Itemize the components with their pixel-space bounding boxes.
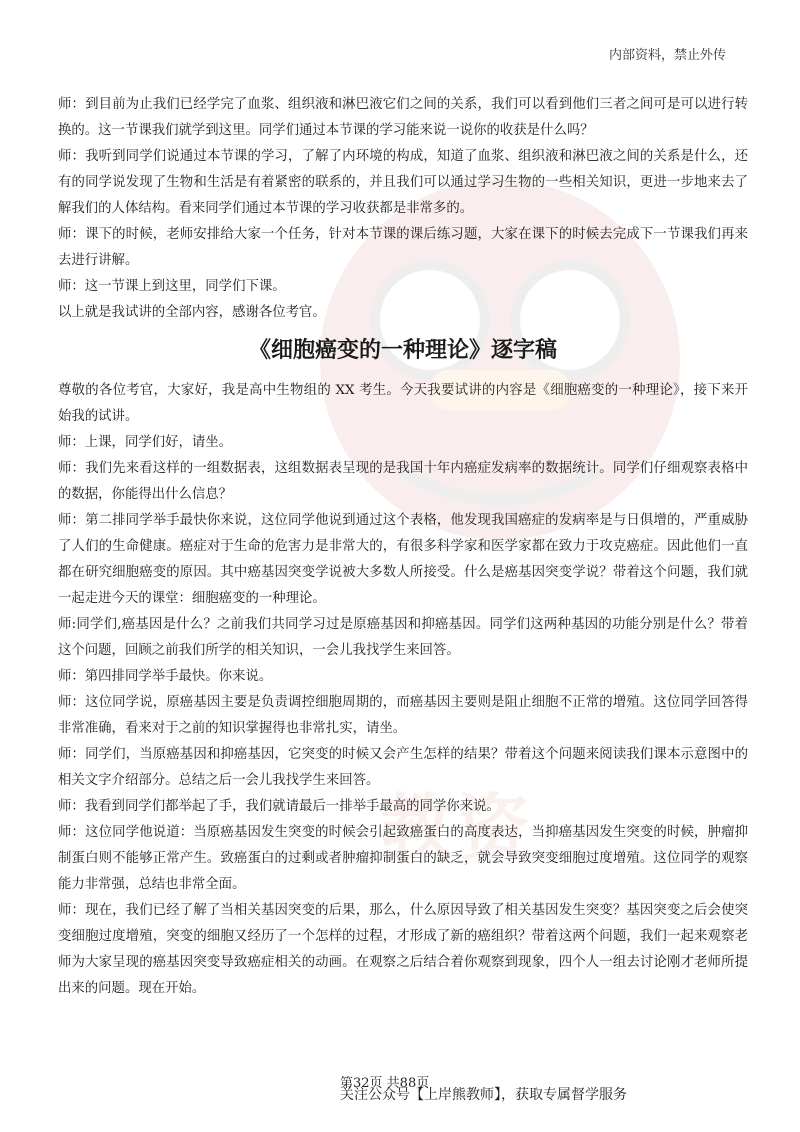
- paragraph: 师：这位同学说，原癌基因主要是负责调控细胞周期的，而癌基因主要则是阻止细胞不正常的增殖。这位同学回答得非常准确，看来对于之前的知识掌握得也非常扎实，请坐。: [58, 695, 748, 736]
- confidential-header: 内部资料，禁止外传: [608, 48, 726, 63]
- paragraph: 尊敬的各位考官，大家好，我是高中生物组的 XX 考生。今天我要试讲的内容是《细胞癌变的一种理论》，接下来开始我的试讲。: [58, 383, 748, 424]
- paragraph: 师：现在，我们已经了解了当相关基因突变的后果，那么，什么原因导致了相关基因发生突变？基因突变之后会使突变细胞过度增殖，突变的细胞又经历了一个怎样的过程，才形成了新的癌组织？带着这两个问题，我们一起来观察老师为大家呈现的癌基因突变导致癌症相关的动画。在观察之后结合着你观察到现象，四个人一组去讨论刚才老师所提出来的问题。现在开始。: [58, 903, 748, 996]
- paragraph: 师：这一节课上到这里，同学们下课。: [58, 279, 286, 294]
- paragraph: 师：第四排同学举手最快。你来说。: [58, 669, 273, 684]
- footer-promo: 关注公众号【上岸熊教师】，获取专属督学服务: [340, 1087, 627, 1103]
- paragraph: 师：到目前为止我们已经学完了血浆、组织液和淋巴液它们之间的关系，我们可以看到他们三者之间可是可以进行转换的。这一节课我们就学到这里。同学们通过本节课的学习能来说一说你的收获是什么吗？: [58, 97, 748, 138]
- brand-watermark: 教资: [380, 786, 537, 870]
- document-body: [58, 92, 748, 1002]
- page-number: 第32页 共88页: [340, 1076, 430, 1091]
- paragraph: 师：我看到同学们都举起了手，我们就请最后一排举手最高的同学你来说。: [58, 799, 500, 814]
- paragraph: 师：这位同学他说道：当原癌基因发生突变的时候会引起致癌蛋白的高度表达，当抑癌基因发生突变的时候，肿瘤抑制蛋白则不能够正常产生。致癌蛋白的过剩或者肿瘤抑制蛋白的缺乏，就会导致突变细胞过度增殖。这位同学的观察能力非常强，总结也非常全面。: [58, 825, 748, 892]
- paragraph: 师：上课，同学们好，请坐。: [58, 435, 233, 450]
- paragraph: 师：第二排同学举手最快你来说，这位同学他说到通过这个表格，他发现我国癌症的发病率是与日俱增的，严重威胁了人们的生命健康。癌症对于生命的危害力是非常大的，有很多科学家和医学家都在致力于攻克癌症。因此他们一直都在研究细胞癌变的原因。其中癌基因突变学说被大多数人所接受。什么是癌基因突变学说？带着这个问题，我们就一起走进今天的课堂：细胞癌变的一种理论。: [58, 513, 748, 606]
- paragraph: 师：课下的时候，老师安排给大家一个任务，针对本节课的课后练习题，大家在课下的时候去完成下一节课我们再来去进行讲解。: [58, 227, 748, 268]
- section-title: 《细胞癌变的一种理论》逐字稿: [248, 338, 557, 363]
- paragraph: 师：我们先来看这样的一组数据表，这组数据表呈现的是我国十年内癌症发病率的数据统计。同学们仔细观察表格中的数据，你能得出什么信息？: [58, 461, 748, 502]
- paragraph: 师：我听到同学们说通过本节课的学习，了解了内环境的构成，知道了血浆、组织液和淋巴液之间的关系是什么，还有的同学说发现了生物和生活是有着紧密的联系的，并且我们可以通过学习生物的一些相关知识，更进一步地来去了解我们的人体结构。看来同学们通过本节课的学习收获都是非常多的。: [58, 149, 748, 216]
- paragraph: 师:同学们,癌基因是什么？之前我们共同学习过是原癌基因和抑癌基因。同学们这两种基因的功能分别是什么？带着这个问题，回顾之前我们所学的相关知识，一会儿我找学生来回答。: [58, 617, 748, 658]
- paragraph: 师：同学们，当原癌基因和抑癌基因，它突变的时候又会产生怎样的结果？带着这个问题来阅读我们课本示意图中的相关文字介绍部分。总结之后一会儿我找学生来回答。: [58, 747, 748, 788]
- paragraph: 以上就是我试讲的全部内容，感谢各位考官。: [58, 305, 326, 320]
